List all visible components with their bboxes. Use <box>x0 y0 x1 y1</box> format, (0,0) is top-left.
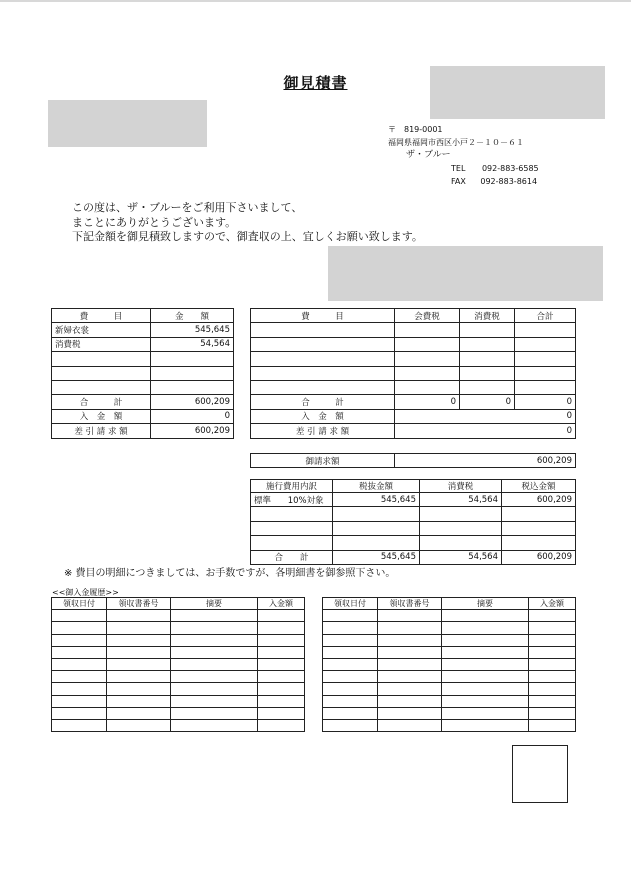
cost-table <box>51 308 234 439</box>
greeting-line: 下記金額を御見積致しますので、御査収の上、宜しくお願い致します。 <box>72 230 423 243</box>
col-header-payment: 入金額 <box>529 598 576 610</box>
sender-address: 福岡県福岡市西区小戸２－１０－６１ <box>388 138 524 147</box>
net-value: 545,645 <box>333 493 420 507</box>
stamp-box <box>512 745 568 803</box>
table-row <box>323 658 576 670</box>
payment-history-table-right <box>322 597 576 732</box>
total-row <box>251 395 576 409</box>
table-row <box>251 493 576 507</box>
table-row <box>323 671 576 683</box>
deposit-label: 入 金 額 <box>251 409 395 423</box>
table-row <box>323 719 576 731</box>
col-header-fee-tax: 会費税 <box>395 309 460 323</box>
col-header-description: 摘要 <box>442 598 529 610</box>
sender-postal: 〒 819-0001 <box>388 125 443 134</box>
balance-value: 600,209 <box>151 424 234 438</box>
gross-value: 600,209 <box>502 493 576 507</box>
fax-label: FAX <box>451 177 466 186</box>
table-row <box>52 352 234 366</box>
col-header-amount: 金 額 <box>151 309 234 323</box>
tax-total-tax: 54,564 <box>420 550 502 564</box>
balance-value: 0 <box>395 424 576 438</box>
col-header-item: 費 目 <box>251 309 395 323</box>
item-cell: 新婦衣裳 <box>52 323 151 337</box>
total-label: 合 計 <box>251 395 395 409</box>
tax-breakdown-table <box>250 479 576 565</box>
tax-category: 標準 <box>254 495 272 506</box>
invoice-amount-box <box>250 453 576 468</box>
tax-total-net: 545,645 <box>333 550 420 564</box>
table-row <box>251 337 576 351</box>
tax-total-label: 合 計 <box>251 550 333 564</box>
total-fee-tax: 0 <box>395 395 460 409</box>
tax-value: 54,564 <box>420 493 502 507</box>
tax-rate: 10%対象 <box>287 495 324 506</box>
total-row <box>52 395 234 409</box>
tel-label: TEL <box>451 164 466 173</box>
col-header-breakdown: 施行費用内訳 <box>251 480 333 493</box>
total-tax: 0 <box>460 395 515 409</box>
deposit-value: 0 <box>151 409 234 423</box>
tel-number: 092-883-6585 <box>481 164 539 173</box>
table-row <box>52 622 305 634</box>
table-row <box>52 610 305 622</box>
table-row <box>52 323 234 337</box>
item-cell: 消費税 <box>52 337 151 351</box>
fax-number: 092-883-8614 <box>480 177 538 186</box>
greeting-line: まことにありがとうございます。 <box>72 215 237 229</box>
col-header-date: 領収日付 <box>52 598 107 610</box>
payment-history-table-left <box>51 597 305 732</box>
table-row <box>52 337 234 351</box>
top-border <box>0 0 631 2</box>
col-header-item: 費 目 <box>52 309 151 323</box>
amount-cell: 545,645 <box>151 323 234 337</box>
table-row <box>323 695 576 707</box>
table-row <box>52 683 305 695</box>
deposit-label: 入 金 額 <box>52 409 151 423</box>
table-row <box>323 622 576 634</box>
col-header-sum: 合計 <box>515 309 576 323</box>
table-row <box>251 521 576 535</box>
greeting <box>72 201 423 245</box>
deposit-row <box>251 409 576 423</box>
payment-history-label: <<御入金履歴>> <box>52 588 119 597</box>
balance-row <box>251 424 576 438</box>
table-row <box>251 536 576 550</box>
total-row <box>251 550 576 564</box>
balance-label: 差 引 請 求 額 <box>52 424 151 438</box>
table-row <box>251 352 576 366</box>
table-row <box>52 658 305 670</box>
footnote: ※ 費目の明細につきましては、お手数ですが、各明細書を御参照下さい。 <box>64 568 396 579</box>
deposit-value: 0 <box>395 409 576 423</box>
col-header-date: 領収日付 <box>323 598 378 610</box>
table-row <box>52 707 305 719</box>
table-row <box>323 683 576 695</box>
table-row <box>52 671 305 683</box>
table-row <box>52 634 305 646</box>
table-row <box>323 610 576 622</box>
col-header-receipt-no: 領収書番号 <box>378 598 442 610</box>
table-row <box>323 707 576 719</box>
col-header-receipt-no: 領収書番号 <box>107 598 171 610</box>
col-header-payment: 入金額 <box>258 598 305 610</box>
table-row <box>52 366 234 380</box>
table-row <box>323 634 576 646</box>
total-value: 600,209 <box>151 395 234 409</box>
table-row <box>52 646 305 658</box>
redacted-block <box>328 246 603 301</box>
greeting-line: この度は、ザ・ブルーをご利用下さいまして、 <box>72 201 303 214</box>
col-header-net: 税抜金額 <box>333 480 420 493</box>
table-row <box>251 366 576 380</box>
invoice-label: 御請求額 <box>251 454 395 468</box>
redacted-block <box>430 66 605 119</box>
table-row <box>52 695 305 707</box>
table-row <box>251 507 576 521</box>
invoice-amount: 600,209 <box>395 454 576 468</box>
fee-table <box>250 308 576 439</box>
document-title: 御見積書 <box>283 74 348 92</box>
balance-label: 差 引 請 求 額 <box>251 424 395 438</box>
table-row <box>323 646 576 658</box>
sender-info <box>388 123 539 188</box>
table-row <box>251 323 576 337</box>
col-header-tax: 消費税 <box>420 480 502 493</box>
table-row <box>52 719 305 731</box>
col-header-description: 摘要 <box>171 598 258 610</box>
total-sum: 0 <box>515 395 576 409</box>
col-header-gross: 税込金額 <box>502 480 576 493</box>
balance-row <box>52 424 234 438</box>
redacted-block <box>48 100 207 147</box>
col-header-tax: 消費税 <box>460 309 515 323</box>
table-row <box>52 380 234 394</box>
sender-company: ザ・ブルー <box>406 150 451 160</box>
table-row <box>251 380 576 394</box>
tax-total-gross: 600,209 <box>502 550 576 564</box>
deposit-row <box>52 409 234 423</box>
total-label: 合 計 <box>52 395 151 409</box>
amount-cell: 54,564 <box>151 337 234 351</box>
